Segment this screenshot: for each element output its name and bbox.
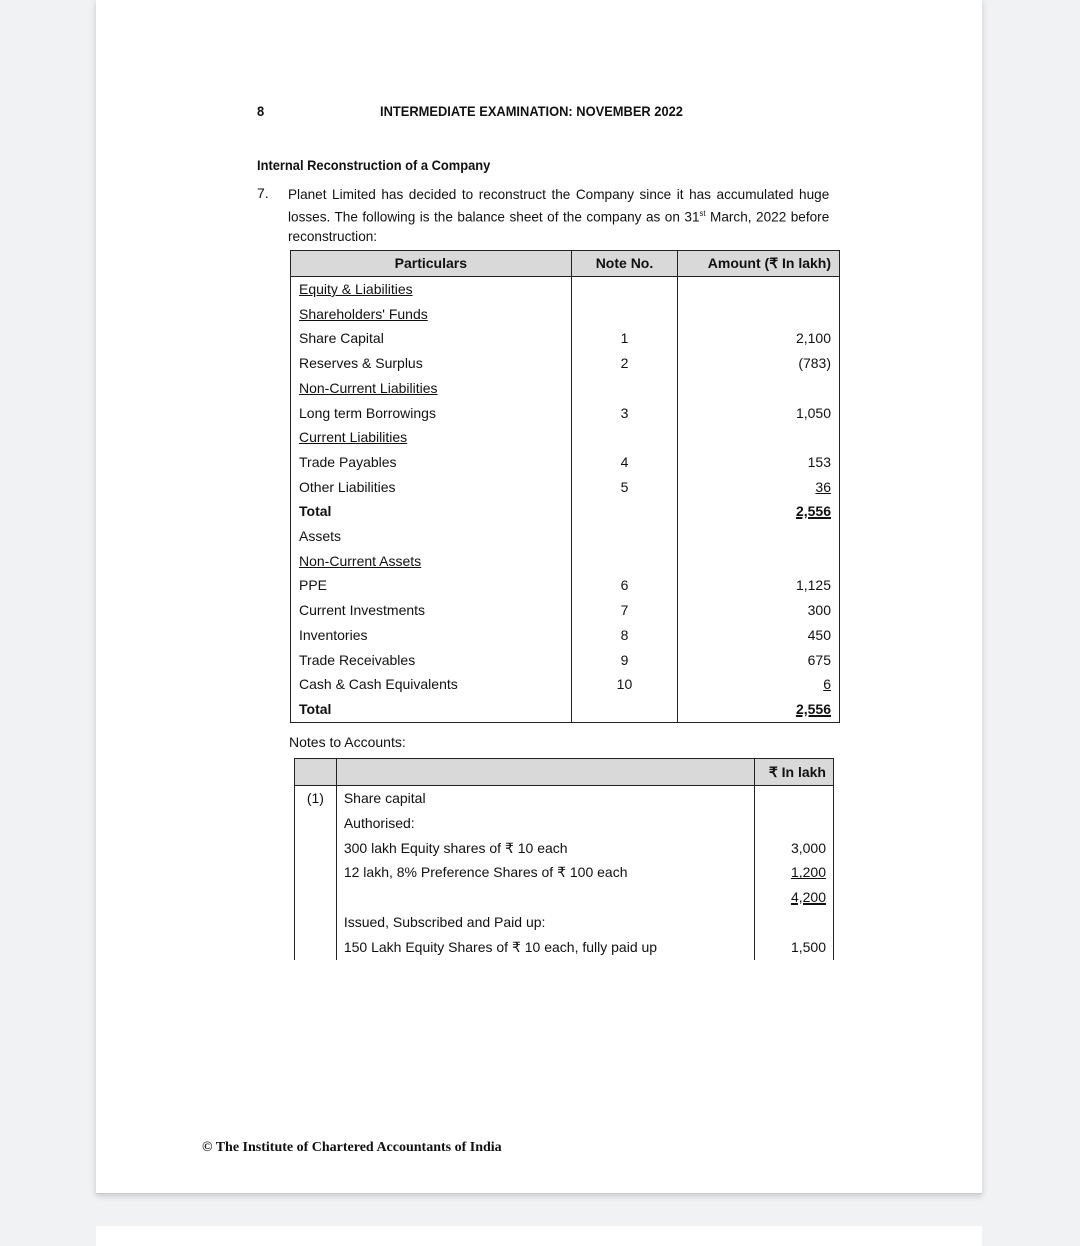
note-amount: 1,200 — [790, 864, 826, 881]
balance-sheet-row — [291, 425, 840, 450]
row-note-number: 5 — [620, 478, 629, 495]
row-particular: Equity & Liabilities — [299, 281, 413, 297]
balance-sheet-row — [291, 672, 840, 697]
notes-row — [295, 885, 834, 910]
row-note-number: 6 — [620, 577, 629, 594]
note-description: Authorised: — [343, 814, 415, 831]
balance-sheet-row — [291, 401, 840, 426]
row-amount: 300 — [807, 602, 831, 619]
balance-sheet-row — [291, 376, 840, 401]
row-particular: Current Liabilities — [299, 429, 408, 446]
note-description: 300 lakh Equity shares of ₹ 10 each — [343, 839, 568, 856]
row-note-number: 2 — [620, 355, 629, 372]
question-text — [288, 185, 829, 246]
row-particular: Share Capital — [299, 330, 384, 347]
row-particular: Trade Payables — [299, 453, 397, 470]
row-note-number: 3 — [620, 404, 629, 421]
balance-sheet-row — [291, 623, 840, 648]
balance-sheet-table — [290, 250, 840, 723]
row-particular: Total — [299, 700, 332, 717]
balance-sheet-header-row — [291, 251, 840, 277]
row-amount: 1,050 — [795, 404, 831, 421]
notes-row — [295, 836, 834, 861]
row-particular: Long term Borrowings — [299, 404, 436, 421]
document-page — [96, 0, 982, 1194]
balance-sheet-row — [291, 277, 840, 302]
row-particular: Reserves & Surplus — [299, 355, 423, 372]
row-note-number: 8 — [620, 626, 629, 643]
notes-header-row — [295, 759, 834, 786]
row-particular: Cash & Cash Equivalents — [299, 676, 458, 693]
balance-sheet-row — [291, 648, 840, 673]
notes-row — [295, 935, 834, 960]
balance-sheet-row — [291, 302, 840, 327]
row-amount: 36 — [815, 478, 831, 495]
notes-column-header-amount: ₹ In lakh — [755, 759, 834, 786]
row-note-number: 7 — [620, 602, 629, 619]
row-amount: (783) — [798, 355, 831, 372]
notes-body — [295, 786, 834, 960]
column-header-note-no: Note No. — [571, 251, 678, 277]
note-amount: 4,200 — [790, 889, 826, 906]
notes-column-header-description — [336, 759, 755, 786]
copyright-footer: © The Institute of Chartered Accountants of India — [202, 1140, 502, 1155]
row-particular: Shareholders' Funds — [299, 305, 428, 322]
row-particular: Non-Current Liabilities — [299, 379, 438, 396]
row-amount: 153 — [807, 453, 831, 470]
balance-sheet-row — [291, 573, 840, 598]
note-amount: 1,500 — [790, 938, 826, 955]
note-amount: 3,000 — [790, 839, 826, 856]
note-description: Issued, Subscribed and Paid up: — [343, 913, 546, 930]
note-number: (1) — [306, 790, 324, 806]
notes-table — [294, 758, 834, 960]
row-particular: Current Investments — [299, 602, 426, 619]
balance-sheet-row — [291, 598, 840, 623]
note-description: 12 lakh, 8% Preference Shares of ₹ 100 each — [343, 864, 628, 881]
section-title: Internal Reconstruction of a Company — [257, 157, 491, 173]
ordinal-superscript: st — [699, 209, 706, 218]
balance-sheet-row — [291, 351, 840, 376]
column-header-particulars: Particulars — [291, 251, 572, 277]
row-note-number: 4 — [620, 453, 629, 470]
row-amount: 1,125 — [795, 577, 831, 594]
row-particular: PPE — [299, 577, 328, 594]
balance-sheet-row — [291, 475, 840, 500]
row-particular: Inventories — [299, 626, 368, 643]
row-note-number: 10 — [616, 676, 633, 693]
row-particular: Trade Receivables — [299, 651, 416, 668]
notes-row — [295, 910, 834, 935]
notes-row — [295, 860, 834, 885]
column-header-amount: Amount (₹ In lakh) — [678, 251, 840, 277]
balance-sheet-row — [291, 499, 840, 524]
balance-sheet-body — [291, 277, 840, 723]
row-amount: 675 — [807, 651, 831, 668]
notes-row — [295, 786, 834, 811]
balance-sheet-row — [291, 697, 840, 722]
balance-sheet-row — [291, 326, 840, 351]
next-page — [96, 1226, 982, 1246]
page-header-title: INTERMEDIATE EXAMINATION: NOVEMBER 2022 — [380, 103, 683, 119]
notes-to-accounts-label: Notes to Accounts: — [289, 734, 406, 750]
balance-sheet-row — [291, 450, 840, 475]
balance-sheet-row — [291, 524, 840, 549]
notes-row — [295, 811, 834, 836]
row-amount: 2,556 — [795, 700, 831, 717]
row-particular: Other Liabilities — [299, 478, 396, 495]
balance-sheet-row — [291, 549, 840, 574]
row-amount: 2,100 — [795, 330, 831, 347]
row-particular: Non-Current Assets — [299, 552, 422, 569]
notes-column-header-number — [295, 759, 337, 786]
note-description: 150 Lakh Equity Shares of ₹ 10 each, fully paid up — [343, 938, 658, 955]
question-text-part: March, 2022 before reconstruction: — [288, 208, 830, 244]
row-amount: 6 — [823, 676, 831, 693]
row-particular: Total — [299, 503, 332, 520]
row-amount: 2,556 — [795, 503, 831, 520]
row-particular: Assets — [299, 528, 342, 545]
row-note-number: 1 — [620, 330, 629, 347]
row-note-number: 9 — [620, 651, 629, 668]
page-number: 8 — [257, 103, 265, 119]
note-description: Share capital — [343, 790, 426, 806]
row-amount: 450 — [807, 626, 831, 643]
question-text-part: Planet Limited has decided to reconstruct the Company since it has accumulated huge losses. The following is the balance sheet of the company as on 31 — [288, 186, 830, 225]
question-number: 7. — [257, 185, 269, 201]
